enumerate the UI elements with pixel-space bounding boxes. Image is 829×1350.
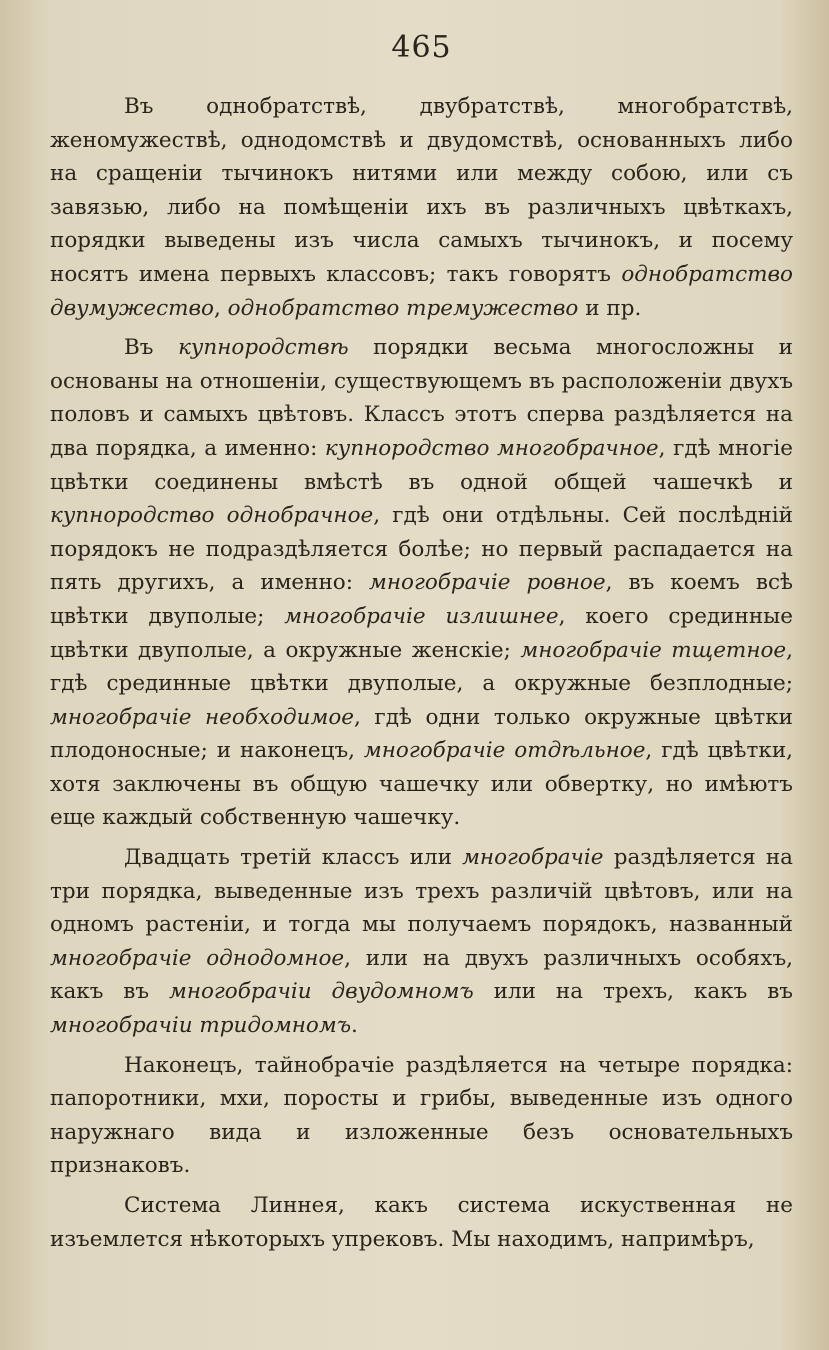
text-run: порядки весьма многосложны и основаны на отношеніи, существующемъ въ расположеніи двухъ половъ и самыхъ цвѣтовъ. Классъ этотъ сперва раздѣляется на два порядка, а именно: <box>50 335 793 461</box>
text-run: Двадцать третій классъ или <box>124 845 463 871</box>
text-run: , гдѣ одни только окружные цвѣтки плодоносные; и наконецъ, <box>50 704 793 764</box>
text-run: , гдѣ цвѣтки, хотя заключены въ общую чашечку или обвертку, но имѣютъ еще каждый собственную чашечку. <box>50 738 793 831</box>
paragraph <box>50 90 793 325</box>
italic-term: многобрачіе ровное <box>369 570 606 596</box>
text-run: Наконецъ, тайнобрачіе раздѣляется на четыре порядка: папоротники, мхи, поросты и грибы, выведенные изъ одного наружнаго вида и изложенные безъ основательныхъ признаковъ. <box>50 1052 793 1179</box>
text-run: Въ однобратствѣ, двубратствѣ, многобратствѣ, женомужествѣ, однодомствѣ и двудомствѣ, основанныхъ либо на сращеніи тычинокъ нитями или между собою, или съ завязью, либо на помѣщеніи ихъ въ различныхъ цвѣткахъ, порядки выведены изъ числа самыхъ тычинокъ, и посему носятъ имена первыхъ классовъ; такъ говорятъ <box>50 94 793 287</box>
text-run: Въ <box>124 335 179 361</box>
paragraph <box>50 1049 793 1183</box>
italic-term: купнородствѣ <box>178 335 349 361</box>
italic-term: многобрачіи тридомномъ <box>50 1013 352 1039</box>
italic-term: многобрачіе тщетное <box>520 637 787 663</box>
italic-term: однобратство тремужество <box>227 295 579 321</box>
italic-term: купнородство однобрачное <box>50 503 374 529</box>
page-text <box>50 90 793 1256</box>
italic-term: многобрачіе излишнее <box>284 603 559 629</box>
text-run: , или на двухъ различныхъ особяхъ, какъ въ <box>50 945 794 1005</box>
italic-term: многобрачіе отдѣльное <box>363 738 646 764</box>
paragraph <box>50 841 793 1043</box>
italic-term: однобратство двумужество <box>50 261 793 321</box>
page-number: 465 <box>391 30 452 65</box>
italic-term: многобрачіе необходимое <box>50 704 354 730</box>
text-run: и пр. <box>578 295 642 321</box>
italic-term: многобрачіи двудомномъ <box>169 979 474 1005</box>
text-run: Система Линнея, какъ система искуственная не изъемлется нѣкоторыхъ упрековъ. Мы находимъ, напримѣръ, <box>50 1193 793 1252</box>
text-run: . <box>351 1013 358 1039</box>
italic-term: купнородство многобрачное <box>324 435 659 461</box>
text-run: или на трехъ, какъ въ <box>473 979 793 1005</box>
paragraph <box>50 331 793 835</box>
paragraph <box>50 1189 793 1256</box>
italic-term: многобрачіе <box>462 845 604 871</box>
text-run: , коего срединные цвѣтки двуполые, а окружные женскіе; <box>50 603 793 663</box>
text-run: , гдѣ срединные цвѣтки двуполые, а окружные безплодные; <box>50 637 793 697</box>
text-run: , гдѣ многіе цвѣтки соединены вмѣстѣ въ одной общей чашечкѣ и <box>50 435 793 495</box>
text-run: , гдѣ они отдѣльны. Сей послѣдній порядокъ не подраздѣляется болѣе; но первый распадается на пять другихъ, а именно: <box>50 503 793 596</box>
text-run: раздѣляется на три порядка, выведенные изъ трехъ различій цвѣтовъ, или на одномъ растеніи, и тогда мы получаемъ порядокъ, названный <box>50 845 793 938</box>
italic-term: многобрачіе однодомное <box>50 945 345 971</box>
text-run: , <box>213 295 228 321</box>
text-run: , въ коемъ всѣ цвѣтки двуполые; <box>50 570 793 629</box>
